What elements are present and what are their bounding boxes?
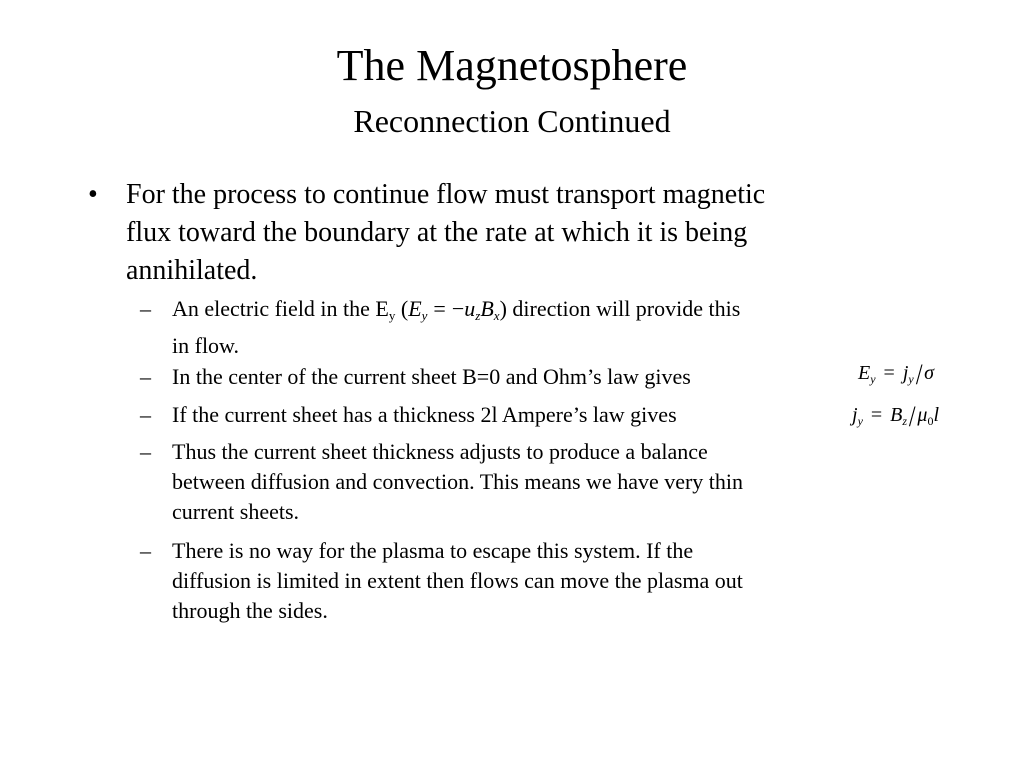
sub-bullet-line: diffusion is limited in extent then flows can move the plasma out: [172, 568, 743, 593]
sub-bullet-3: If the current sheet has a thickness 2l Ampere’s law gives: [172, 402, 677, 427]
sub-bullet-line: current sheets.: [172, 499, 300, 524]
sub-bullet-text: (: [395, 296, 409, 321]
equation-ohms-law: $E_y = j_y/\sigma$: [858, 358, 934, 391]
slide-subtitle: Reconnection Continued: [353, 103, 671, 139]
main-bullet-line: For the process to continue flow must transport magnetic: [126, 179, 766, 210]
sub-bullet-marker: –: [140, 364, 151, 389]
sub-bullet-line: Thus the current sheet thickness adjusts to produce a balance: [172, 439, 708, 464]
main-bullet-text: [126, 176, 926, 290]
sub-bullet-1: [172, 294, 922, 361]
sub-bullet-4: [172, 437, 922, 527]
sub-bullet-marker: –: [140, 439, 151, 464]
sub-bullet-5: [172, 536, 922, 626]
sub-bullet-text: ) direction will provide this: [499, 296, 741, 321]
sub-bullet-2: In the center of the current sheet B=0 and Ohm’s law gives: [172, 364, 691, 389]
subscript: y: [388, 308, 396, 323]
sub-bullet-marker: –: [140, 402, 151, 427]
sub-bullet-text: An electric field in the E: [172, 296, 389, 321]
sub-bullet-line: [172, 294, 922, 331]
slide-title: The Magnetosphere: [336, 41, 688, 90]
main-bullet-line: annihilated.: [126, 255, 258, 286]
equation-ey-uzbx: Ey = −uzBx: [408, 296, 500, 323]
sub-bullet-marker: –: [140, 538, 151, 563]
bullet-marker: •: [88, 179, 98, 210]
equation-amperes-law: $j_y = B_z/\mu_0l$: [852, 400, 940, 433]
sub-bullet-line: There is no way for the plasma to escape this system. If the: [172, 538, 694, 563]
sub-bullet-line: between diffusion and convection. This means we have very thin: [172, 469, 744, 494]
sub-bullet-marker: –: [140, 296, 151, 321]
main-bullet-line: flux toward the boundary at the rate at which it is being: [126, 217, 748, 248]
sub-bullet-line: through the sides.: [172, 598, 328, 623]
sub-bullet-line: in flow.: [172, 333, 240, 358]
